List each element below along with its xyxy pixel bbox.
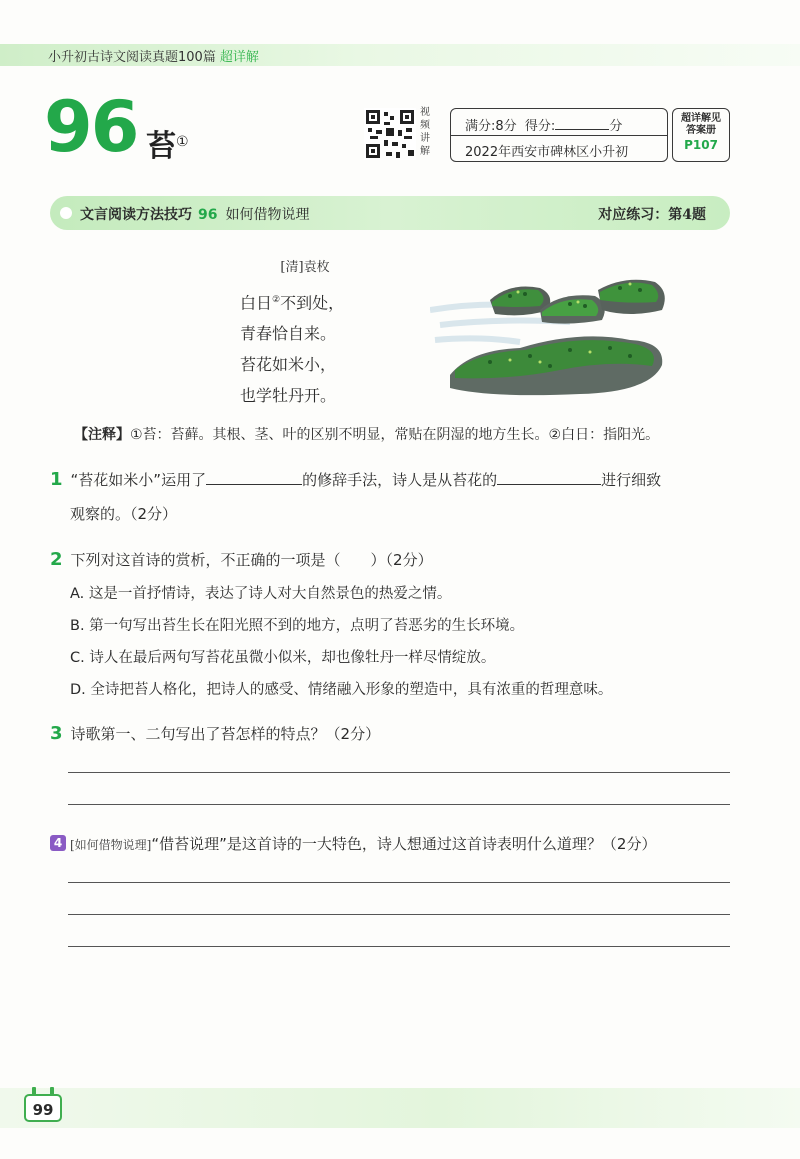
q2-option-a[interactable]: A. 这是一首抒情诗，表达了诗人对大自然景色的热爱之情。 xyxy=(70,586,452,602)
method-banner: 文言阅读方法技巧 96 如何借物说理 对应练习：第4题 xyxy=(50,196,730,230)
question-3: 3 诗歌第一、二句写出了苔怎样的特点？（2分） xyxy=(50,723,381,744)
question-4: 4 [如何借物说理]“借苔说理”是这首诗的一大特色，诗人想通过这首诗表明什么道理？（2分） xyxy=(50,828,656,861)
qr-code-icon[interactable] xyxy=(364,108,416,160)
poem-line: 青春恰自来。 xyxy=(240,324,337,344)
qr-label: 视频讲解 xyxy=(420,107,430,157)
answer-ref-box: 超详解见 答案册 P107 xyxy=(672,108,730,162)
footer-strip xyxy=(0,1088,800,1128)
q1-blank-2[interactable] xyxy=(497,468,601,485)
title-note-mark: ① xyxy=(176,134,189,150)
answer-page: P107 xyxy=(684,138,718,152)
poem-line: 苔花如米小， xyxy=(240,355,337,375)
lesson-number: 96 xyxy=(44,86,138,168)
score-row: 满分:8分 得分: 分 xyxy=(465,119,623,134)
practice-ref: 对应练习：第4题 xyxy=(598,207,706,223)
q2-option-d[interactable]: D. 全诗把苔人格化，把诗人的感受、情绪融入形象的塑造中，具有浓重的哲理意味。 xyxy=(70,682,613,698)
answer-line[interactable] xyxy=(68,804,730,805)
question-2: 2 下列对这首诗的赏析，不正确的一项是（ ）（2分） xyxy=(50,549,433,570)
poem-line: 白日②不到处， xyxy=(240,293,345,313)
question-1: 1 “苔花如米小”运用了 的修辞手法，诗人是从苔花的 进行细致 xyxy=(50,469,662,490)
header-strip xyxy=(0,44,800,66)
question-1-cont: 观察的。（2分） xyxy=(70,505,178,523)
q2-option-b[interactable]: B. 第一句写出苔生长在阳光照不到的地方，点明了苔恶劣的生长环境。 xyxy=(70,618,525,634)
answer-line[interactable] xyxy=(68,946,730,947)
answer-line[interactable] xyxy=(68,772,730,773)
book-title: 小升初古诗文阅读真题100篇 超详解 xyxy=(48,50,259,65)
q2-option-c[interactable]: C. 诗人在最后两句写苔花虽微小似米，却也像牡丹一样尽情绽放。 xyxy=(70,650,496,666)
score-info-box xyxy=(450,108,668,162)
annotation: 【注释】①苔：苔藓。其根、茎、叶的区别不明显，常贴在阴湿的地方生长。②白日：指阳光。 xyxy=(74,427,660,443)
poem-line: 也学牡丹开。 xyxy=(240,386,337,406)
moss-rock-illustration xyxy=(430,270,680,400)
answer-line[interactable] xyxy=(68,914,730,915)
poem-author: [清]袁枚 xyxy=(280,260,330,275)
score-blank[interactable] xyxy=(555,117,609,130)
page-number: 99 xyxy=(24,1094,62,1122)
exam-source: 2022年西安市碑林区小升初 xyxy=(465,145,629,160)
answer-line[interactable] xyxy=(68,882,730,883)
lesson-title: 苔 xyxy=(146,129,176,164)
poem xyxy=(240,256,400,411)
q1-blank-1[interactable] xyxy=(206,468,302,485)
